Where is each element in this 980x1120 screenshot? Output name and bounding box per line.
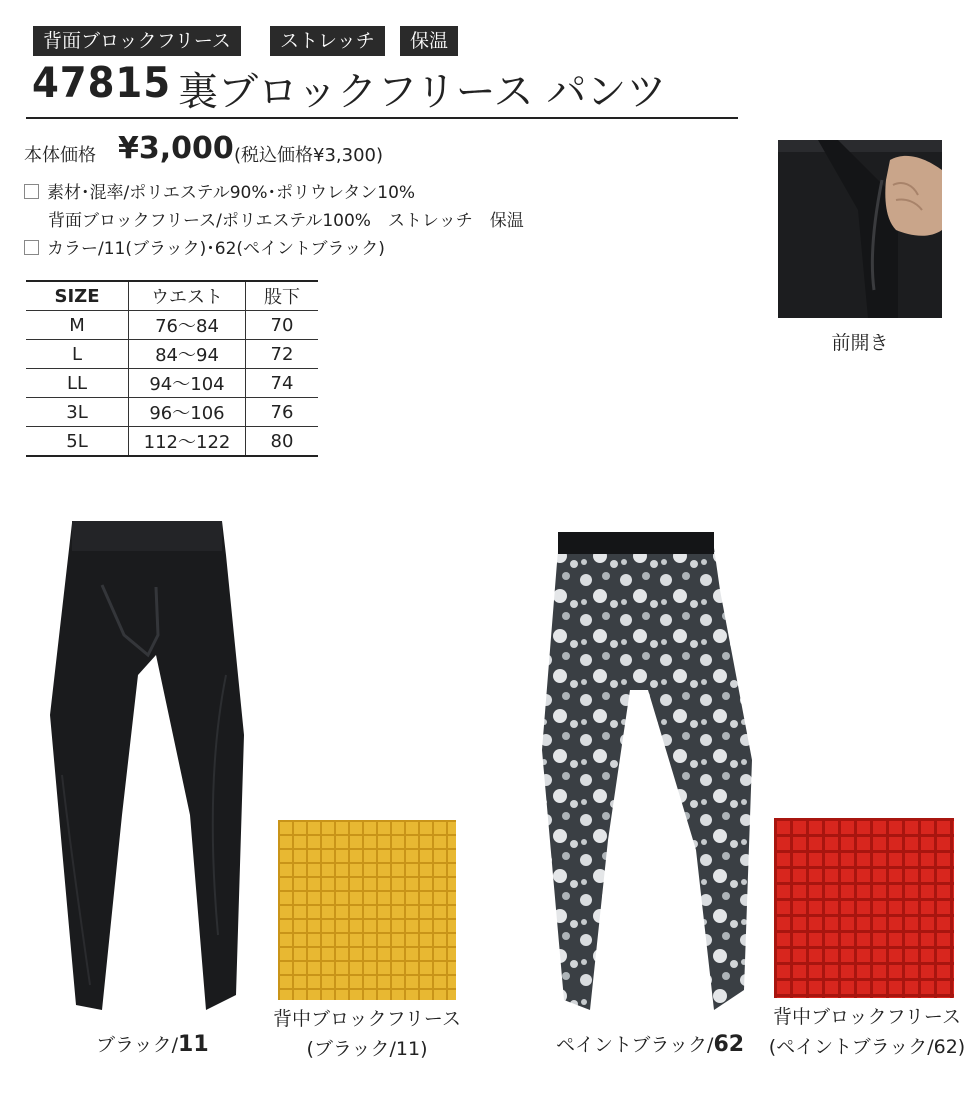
table-row (26, 427, 318, 457)
paint-black-fleece-caption-1: 背中ブロックフリース (773, 1006, 961, 1028)
table-cell: 74 (246, 369, 319, 398)
table-cell: M (26, 311, 129, 340)
table-cell: 72 (246, 340, 319, 369)
tag-warm: 保温 (400, 26, 458, 56)
tag-stretch: ストレッチ (270, 26, 385, 56)
price-label: 本体価格 (24, 145, 96, 166)
black-fleece-swatch (278, 820, 456, 1000)
table-cell: L (26, 340, 129, 369)
product-number: 47815 (32, 58, 172, 107)
black-pants-caption (96, 1030, 209, 1057)
size-table (26, 280, 318, 457)
black-pants-photo (40, 515, 250, 1020)
caption-text: ペイントブラック/ (556, 1034, 714, 1056)
spec-material-text: 素材･混率/ポリエステル90%･ポリウレタン10% (47, 183, 416, 203)
table-cell: 80 (246, 427, 319, 457)
black-fleece-caption-2: (ブラック/11) (306, 1038, 428, 1060)
table-cell: 76 (246, 398, 319, 427)
table-cell: 70 (246, 311, 319, 340)
table-cell: LL (26, 369, 129, 398)
table-cell: 112〜122 (129, 427, 246, 457)
table-row (26, 311, 318, 340)
caption-code: 11 (178, 1032, 209, 1057)
spec-colors-text: カラー/11(ブラック)･62(ペイントブラック) (47, 239, 385, 259)
spec-material-sub: 背面ブロックフリース/ポリエステル100% ストレッチ 保温 (48, 211, 524, 231)
table-header-row (26, 281, 318, 311)
table-row (26, 340, 318, 369)
checkbox-icon (24, 184, 39, 199)
caption-code: 62 (713, 1032, 745, 1057)
front-opening-caption: 前開き (831, 332, 889, 354)
black-fleece-caption-1: 背中ブロックフリース (273, 1008, 461, 1030)
table-header: SIZE (26, 281, 129, 311)
table-cell: 94〜104 (129, 369, 246, 398)
table-cell: 84〜94 (129, 340, 246, 369)
product-name: 裏ブロックフリース パンツ (178, 69, 667, 115)
table-cell: 96〜106 (129, 398, 246, 427)
spec-colors (24, 234, 385, 259)
spec-material (24, 178, 415, 203)
table-cell: 3L (26, 398, 129, 427)
price-value: ¥3,000 (118, 131, 234, 166)
front-opening-photo (778, 140, 942, 318)
table-cell: 76〜84 (129, 311, 246, 340)
table-row (26, 398, 318, 427)
table-header: 股下 (246, 281, 319, 311)
paint-black-pants-photo (538, 530, 758, 1020)
price-tax: (税込価格¥3,300) (234, 145, 384, 166)
table-header: ウエスト (129, 281, 246, 311)
checkbox-icon (24, 240, 39, 255)
tag-block-fleece: 背面ブロックフリース (33, 26, 241, 56)
paint-black-fleece-swatch (774, 818, 954, 998)
table-row (26, 369, 318, 398)
table-cell: 5L (26, 427, 129, 457)
paint-black-fleece-caption-2: (ペイントブラック/62) (768, 1036, 966, 1058)
paint-black-pants-caption (556, 1030, 744, 1057)
title-divider (26, 117, 738, 119)
caption-text: ブラック/ (96, 1034, 179, 1056)
